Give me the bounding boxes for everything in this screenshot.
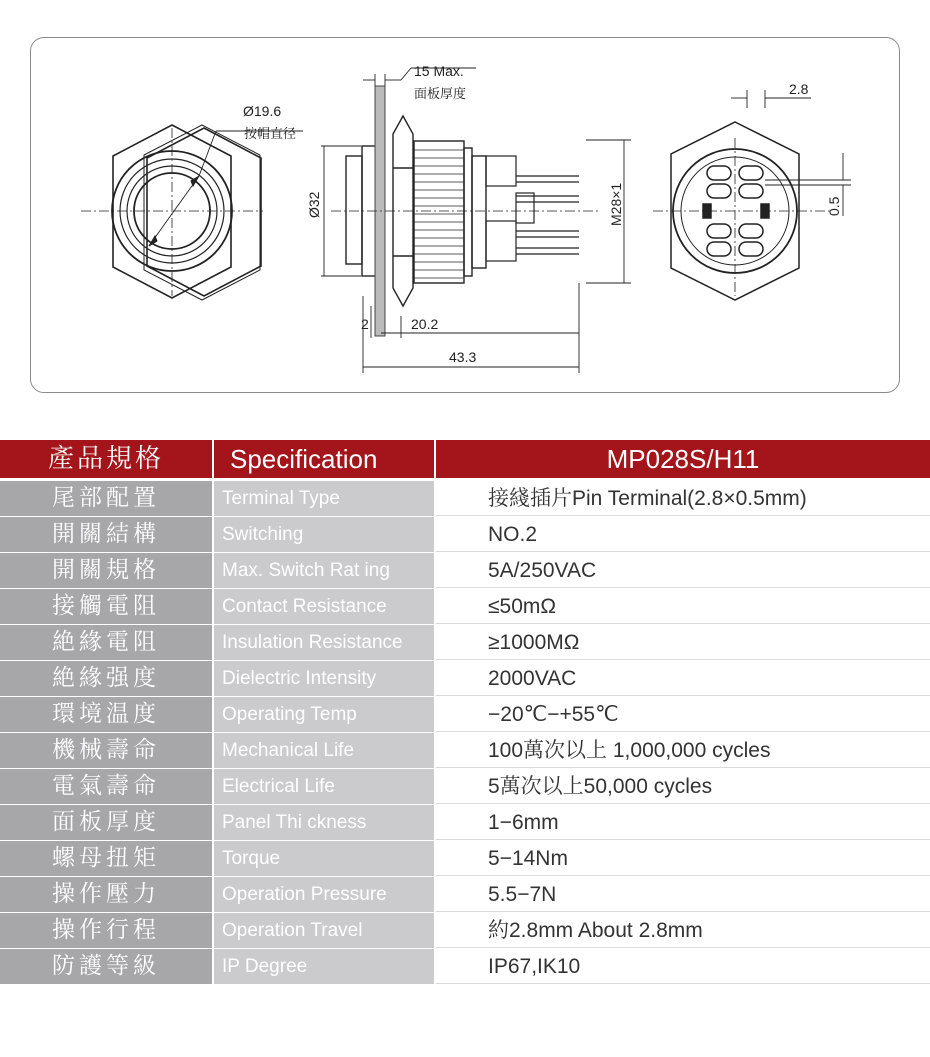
thread-label: M28×1 (608, 182, 624, 226)
table-row (0, 733, 930, 768)
table-row (0, 877, 930, 912)
row-cn-label: 絶緣電阻 (0, 625, 212, 660)
table-row (0, 517, 930, 552)
dim-20-2-label: 20.2 (411, 316, 439, 332)
row-en-label: Operation Travel (214, 913, 434, 948)
header-model: MP028S/H11 (436, 440, 930, 478)
table-row (0, 625, 930, 660)
table-row (0, 481, 930, 516)
panel-max-cn-label: 面板厚度 (414, 87, 467, 102)
row-cn-label: 接觸電阻 (0, 589, 212, 624)
dim-2-label: 2 (361, 316, 369, 332)
row-en-label: Contact Resistance (214, 589, 434, 624)
row-en-label: Torque (214, 841, 434, 876)
row-en-label: Electrical Life (214, 769, 434, 804)
row-value: 約2.8mm About 2.8mm (436, 913, 930, 948)
cap-diameter-label: Ø19.6 (243, 103, 282, 119)
row-en-label: Dielectric Intensity (214, 661, 434, 696)
technical-drawing-panel (30, 37, 900, 393)
row-value: 5萬次以上50,000 cycles (436, 769, 930, 804)
row-cn-label: 環境温度 (0, 697, 212, 732)
table-row (0, 841, 930, 876)
row-value: 2000VAC (436, 661, 930, 696)
table-row (0, 661, 930, 696)
side-view-thread (414, 150, 464, 278)
row-cn-label: 防護等級 (0, 949, 212, 984)
row-en-label: Insulation Resistance (214, 625, 434, 660)
row-en-label: Operating Temp (214, 697, 434, 732)
spec-table-header (0, 440, 930, 478)
row-en-label: Operation Pressure (214, 877, 434, 912)
row-value: 接綫插片Pin Terminal(2.8×0.5mm) (436, 481, 930, 516)
row-value: NO.2 (436, 517, 930, 552)
table-row (0, 913, 930, 948)
row-en-label: Terminal Type (214, 481, 434, 516)
table-row (0, 805, 930, 840)
row-cn-label: 操作行程 (0, 913, 212, 948)
terminal-thickness-label: 0.5 (826, 196, 842, 216)
row-en-label: Panel Thi ckness (214, 805, 434, 840)
panel-max-label: 15 Max. (414, 63, 464, 79)
row-value: ≥1000MΩ (436, 625, 930, 660)
row-value: ≤50mΩ (436, 589, 930, 624)
table-row (0, 769, 930, 804)
dim-43-3-label: 43.3 (449, 349, 477, 365)
row-value: 100萬次以上 1,000,000 cycles (436, 733, 930, 768)
table-row (0, 697, 930, 732)
row-cn-label: 面板厚度 (0, 805, 212, 840)
row-cn-label: 操作壓力 (0, 877, 212, 912)
side-view-terminals (486, 156, 579, 261)
row-value: IP67,IK10 (436, 949, 930, 984)
row-en-label: Mechanical Life (214, 733, 434, 768)
header-en-title: Specification (214, 440, 434, 478)
row-value: −20℃−+55℃ (436, 697, 930, 732)
table-row (0, 553, 930, 588)
row-cn-label: 絶緣强度 (0, 661, 212, 696)
terminal-width-label: 2.8 (789, 81, 809, 97)
row-cn-label: 機械壽命 (0, 733, 212, 768)
row-value: 1−6mm (436, 805, 930, 840)
row-value: 5.5−7N (436, 877, 930, 912)
table-row (0, 949, 930, 984)
row-en-label: Max. Switch Rat ing (214, 553, 434, 588)
row-cn-label: 電氣壽命 (0, 769, 212, 804)
row-cn-label: 尾部配置 (0, 481, 212, 516)
row-cn-label: 開關規格 (0, 553, 212, 588)
row-en-label: IP Degree (214, 949, 434, 984)
body-diameter-label: Ø32 (306, 191, 322, 218)
row-value: 5−14Nm (436, 841, 930, 876)
cap-diameter-cn-label: 按帽直径 (244, 127, 297, 142)
row-value: 5A/250VAC (436, 553, 930, 588)
header-cn-title: 產品規格 (0, 440, 212, 478)
row-cn-label: 螺母扭矩 (0, 841, 212, 876)
row-cn-label: 開關結構 (0, 517, 212, 552)
table-row (0, 589, 930, 624)
row-en-label: Switching (214, 517, 434, 552)
technical-drawing (31, 38, 901, 394)
